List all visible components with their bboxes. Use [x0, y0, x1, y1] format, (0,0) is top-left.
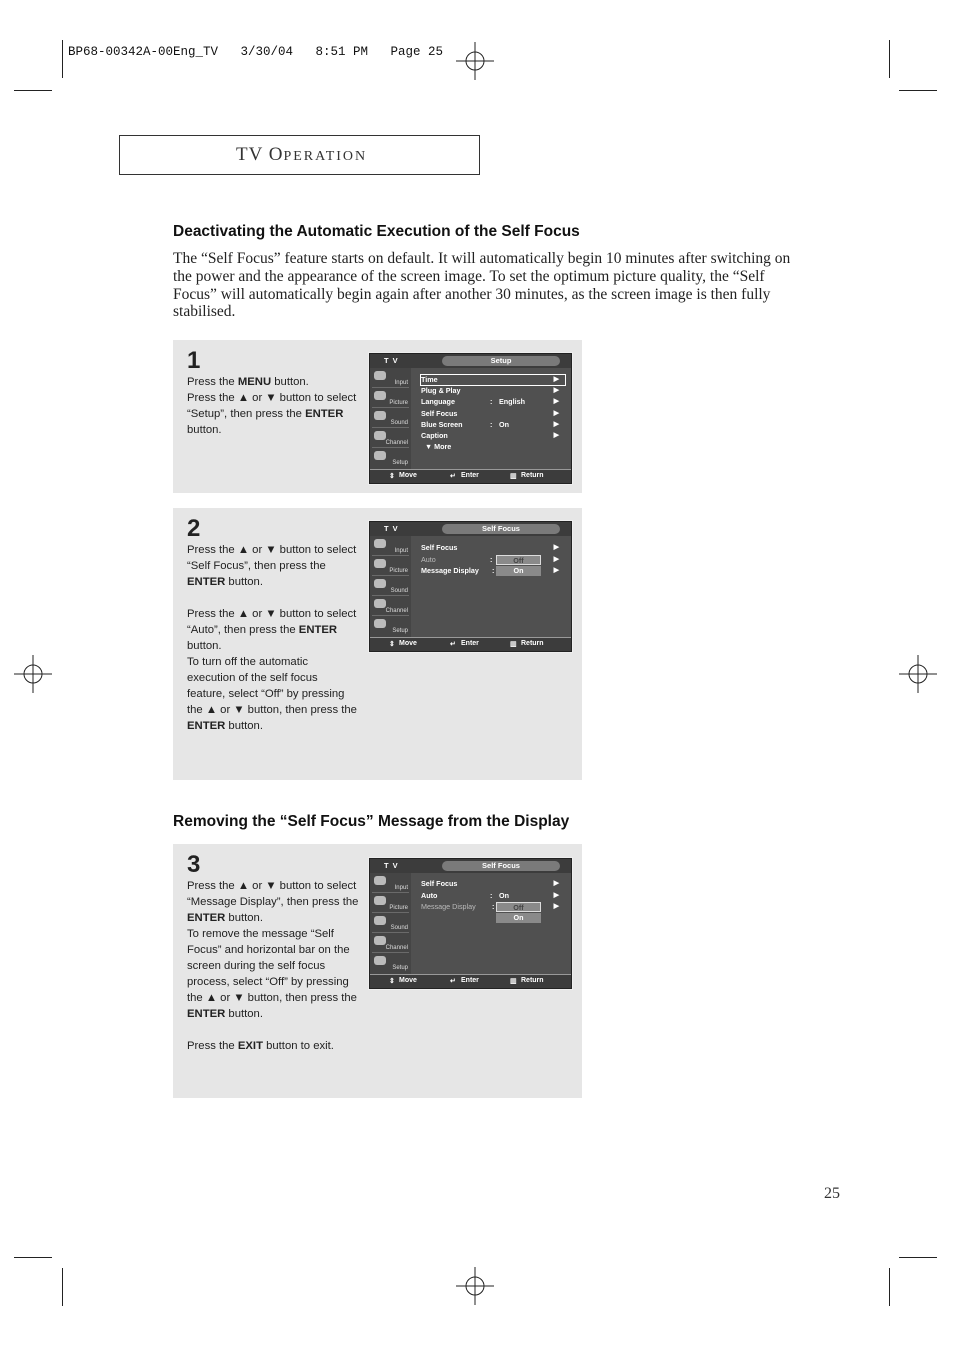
osd-sidebar	[370, 368, 411, 470]
step-instructions: Press the MENU button. Press the ▲ or ▼ button to select “Setup”, then press the ENTER button.	[187, 376, 357, 436]
step-panel-3	[173, 844, 582, 1098]
osd-row-more: ▼ More	[425, 442, 452, 451]
heading-deactivating: Deactivating the Automatic Execution of the Self Focus	[173, 223, 580, 240]
osd-sidebar	[370, 873, 411, 975]
registration-mark-icon	[456, 42, 494, 80]
osd-side-sound: Sound	[372, 914, 409, 933]
input-icon	[374, 876, 386, 885]
osd-screen-setup: T V Setup Input Picture Sound Channel Setup Time ▶ Plug & Play ▶ Language : English ▶ Self Focus ▶ Blue Screen : On ▶ Caption ▶ ▼ More ⇕ Move ↵ Enter ▥ Return	[369, 353, 572, 484]
page-number: 25	[824, 1185, 840, 1202]
osd-row-selffocus: Self Focus ▶	[421, 409, 559, 418]
picture-icon	[374, 391, 386, 400]
crop-mark	[899, 1257, 937, 1258]
enter-icon: ↵	[450, 978, 456, 985]
step-instructions: Press the ▲ or ▼ button to select “Message Display”, then press the ENTER button. To remove the message “Self Focus” and horizontal bar on the screen during the self focus process, select “Off” by pressing the ▲ or ▼ button, then press the ENTER button. Press the EXIT button to exit.	[187, 880, 359, 1052]
crop-mark	[62, 40, 63, 78]
osd-row-language: Language : English ▶	[421, 397, 559, 406]
setup-icon	[374, 956, 386, 965]
input-icon	[374, 539, 386, 548]
osd-option-off: Off	[496, 555, 541, 565]
osd-side-picture: Picture	[372, 894, 409, 913]
registration-mark-icon	[456, 1267, 494, 1305]
return-icon: ▥	[510, 978, 517, 985]
osd-side-setup: Setup	[372, 617, 409, 635]
osd-side-picture: Picture	[372, 389, 409, 408]
osd-footer: ⇕ Move ↵ Enter ▥ Return	[370, 637, 571, 651]
osd-title: Setup	[442, 356, 560, 366]
osd-side-input: Input	[372, 537, 409, 556]
enter-icon: ↵	[450, 641, 456, 648]
osd-side-sound: Sound	[372, 577, 409, 596]
osd-side-setup: Setup	[372, 449, 409, 467]
step-number: 1	[187, 347, 201, 374]
crop-mark	[14, 90, 52, 91]
osd-row-auto: Auto : ▶	[421, 555, 559, 564]
osd-title: Self Focus	[442, 524, 560, 534]
osd-row-messagedisplay: Message Display : ▶	[421, 566, 559, 575]
osd-side-channel: Channel	[372, 429, 409, 448]
step-number: 2	[187, 515, 201, 542]
osd-side-channel: Channel	[372, 597, 409, 616]
registration-mark-icon	[14, 655, 52, 693]
input-icon	[374, 371, 386, 380]
osd-option-on: On	[496, 913, 541, 923]
crop-mark	[899, 90, 937, 91]
picture-icon	[374, 559, 386, 568]
osd-row-messagedisplay: Message Display : ▶	[421, 902, 559, 911]
osd-row-plugplay: Plug & Play ▶	[421, 386, 559, 395]
osd-row-selffocus: Self Focus ▶	[421, 543, 559, 552]
setup-icon	[374, 619, 386, 628]
channel-icon	[374, 936, 386, 945]
step-panel-1	[173, 340, 582, 493]
registration-mark-icon	[899, 655, 937, 693]
osd-side-input: Input	[372, 874, 409, 893]
step-instructions: Press the ▲ or ▼ button to select “Self Focus”, then press the ENTER button. Press the ▲ or ▼ button to select “Auto”, then press the ENTER button. To turn off the automatic execution of the self focus feature, select “Off” by pressing the ▲ or ▼ button, then press the ENTER button.	[187, 544, 357, 732]
enter-icon: ↵	[450, 473, 456, 480]
osd-row-caption: Caption ▶	[421, 431, 559, 440]
osd-row-bluescreen: Blue Screen : On ▶	[421, 420, 559, 429]
return-icon: ▥	[510, 641, 517, 648]
osd-footer: ⇕ Move ↵ Enter ▥ Return	[370, 974, 571, 988]
osd-screen-selffocus: T V Self Focus Input Picture Sound Channel Setup Self Focus ▶ Auto : ▶ Message Display : ▶ Off On ⇕ Move ↵ Enter ▥ Return	[369, 521, 572, 652]
section-title: TV OPERATION	[236, 144, 368, 165]
return-icon: ▥	[510, 473, 517, 480]
osd-row-auto: Auto : On ▶	[421, 891, 559, 900]
channel-icon	[374, 431, 386, 440]
crop-mark	[889, 1268, 890, 1306]
osd-title: Self Focus	[442, 861, 560, 871]
setup-icon	[374, 451, 386, 460]
osd-screen-messagedisplay: T V Self Focus Input Picture Sound Channel Setup Self Focus ▶ Auto : On ▶ Message Display : ▶ Off On ⇕ Move ↵ Enter ▥ Return	[369, 858, 572, 989]
osd-option-on: On	[496, 566, 541, 576]
osd-side-input: Input	[372, 369, 409, 388]
osd-side-channel: Channel	[372, 934, 409, 953]
crop-mark	[14, 1257, 52, 1258]
crop-mark	[62, 1268, 63, 1306]
osd-side-sound: Sound	[372, 409, 409, 428]
move-icon: ⇕	[389, 473, 395, 480]
osd-footer: ⇕ Move ↵ Enter ▥ Return	[370, 469, 571, 483]
crop-mark	[889, 40, 890, 78]
osd-row-selffocus: Self Focus ▶	[421, 879, 559, 888]
osd-option-off: Off	[496, 902, 541, 912]
intro-paragraph: The “Self Focus” feature starts on default. It will automatically begin 10 minutes after switching on the power and the appearance of the screen image. To set the optimum picture quality, the “Self Focus” will automatically begin again after another 30 minutes, as the screen image is then fully stabilised.	[173, 250, 791, 321]
osd-row-time: Time ▶	[421, 375, 565, 385]
step-number: 3	[187, 851, 201, 878]
sound-icon	[374, 411, 386, 420]
picture-icon	[374, 896, 386, 905]
sound-icon	[374, 916, 386, 925]
print-slug: BP68-00342A-00Eng_TV 3/30/04 8:51 PM Page 25	[68, 45, 444, 59]
channel-icon	[374, 599, 386, 608]
osd-sidebar	[370, 536, 411, 638]
step-panel-2	[173, 508, 582, 780]
move-icon: ⇕	[389, 641, 395, 648]
osd-side-setup: Setup	[372, 954, 409, 972]
sound-icon	[374, 579, 386, 588]
heading-removing-message: Removing the “Self Focus” Message from the Display	[173, 813, 570, 830]
osd-side-picture: Picture	[372, 557, 409, 576]
move-icon: ⇕	[389, 978, 395, 985]
